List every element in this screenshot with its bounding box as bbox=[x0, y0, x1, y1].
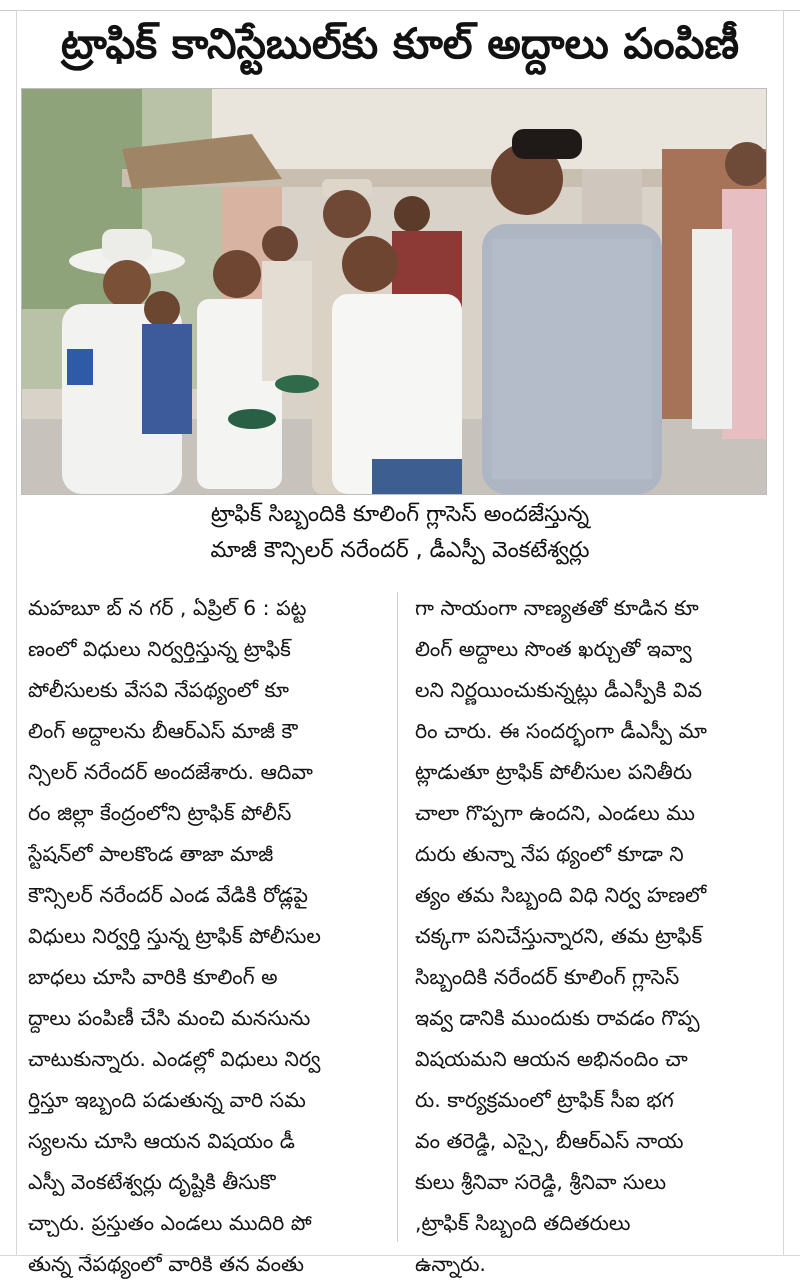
text-line: తున్న నేపథ్యంలో వారికి తన వంతు bbox=[28, 1252, 305, 1276]
text-line: సిబ్బందికి నరేందర్ కూలింగ్ గ్లాసెస్ bbox=[415, 965, 680, 989]
text-line: రు. కార్యక్రమంలో ట్రాఫిక్ సీఐ భగ bbox=[415, 1088, 674, 1112]
text-line: చాలా గొప్పగా ఉందని, ఎండలు ము bbox=[415, 801, 696, 825]
text-line: లింగ్ అద్దాలు సొంత ఖర్చుతో ఇవ్వా bbox=[415, 637, 692, 661]
text-line: స్యలను చూసి ఆయన విషయం డీ bbox=[28, 1129, 295, 1153]
text-line: స్టేషన్‌లో పాలకొండ తాజా మాజీ bbox=[28, 842, 274, 866]
text-line: ఎస్పీ వెంకటేశ్వర్లు దృష్టికి తీసుకొ bbox=[28, 1170, 276, 1194]
caption-line-1: ట్రాఫిక్ సిబ్బందికి కూలింగ్ గ్లాసెస్ అందజేస్తున్న bbox=[210, 502, 590, 527]
text-line: త్యం తమ సిబ్బంది విధి నిర్వ హణలో bbox=[415, 883, 707, 907]
text-line: ట్లాడుతూ ట్రాఫిక్ పోలీసుల పనితీరు bbox=[415, 760, 693, 784]
text-line: చక్కగా పనిచేస్తున్నారని, తమ ట్రాఫిక్ bbox=[415, 924, 703, 948]
text-line: రం జిల్లా కేంద్రంలోని ట్రాఫిక్ పోలీస్ bbox=[28, 801, 292, 825]
text-line: లని నిర్ణయించుకున్నట్లు డీఎస్పీకి వివ bbox=[415, 678, 703, 702]
text-line: ఇవ్వ డానికి ముందుకు రావడం గొప్ప bbox=[415, 1006, 700, 1030]
text-line: కౌన్సిలర్ నరేందర్ ఎండ వేడికి రోడ్లపై bbox=[28, 883, 308, 907]
photo-caption bbox=[20, 497, 780, 577]
text-line: పోలీసులకు వేసవి నేపథ్యంలో కూ bbox=[28, 678, 289, 702]
right-margin-rule bbox=[783, 10, 784, 1255]
page-bottom-edge bbox=[0, 1255, 800, 1266]
text-line: విషయమని ఆయన అభినందిం చా bbox=[415, 1047, 688, 1071]
text-line: ణంలో విధులు నిర్వర్తిస్తున్న ట్రాఫిక్ bbox=[28, 637, 291, 661]
text-line: మహబూ బ్ న గర్ , ఏప్రిల్ 6 : పట్ట bbox=[28, 596, 307, 620]
text-line: ద్దాలు పంపిణీ చేసి మంచి మనసును bbox=[28, 1006, 311, 1030]
text-line: కులు శ్రీనివా సరెడ్డి, శ్రీనివా సులు bbox=[415, 1170, 667, 1194]
text-line: బాధలు చూసి వారికి కూలింగ్ అ bbox=[28, 965, 278, 989]
text-line: ఉన్నారు. bbox=[415, 1252, 486, 1276]
text-line: న్సిలర్ నరేందర్ అందజేశారు. ఆదివా bbox=[28, 760, 313, 784]
text-line: గా సాయంగా నాణ్యతతో కూడిన కూ bbox=[415, 596, 699, 620]
text-line: దురు తున్నా నేప థ్యంలో కూడా ని bbox=[415, 842, 684, 866]
text-line: చాటుకున్నారు. ఎండల్లో విధులు నిర్వ bbox=[28, 1047, 321, 1071]
text-line: ర్తిస్తూ ఇబ్బంది పడుతున్న వారి సమ bbox=[28, 1088, 306, 1112]
text-line: లింగ్ అద్దాలను బీఆర్ఎస్ మాజీ కౌ bbox=[28, 719, 298, 743]
caption-line-2: మాజీ కౌన్సిలర్ నరేందర్ , డీఎస్పీ వెంకటేశ్వర్లు bbox=[210, 538, 590, 563]
column-divider bbox=[397, 592, 398, 1242]
article-column-left bbox=[28, 588, 390, 1276]
left-margin-rule bbox=[16, 10, 17, 1255]
text-line: విధులు నిర్వర్తి స్తున్న ట్రాఫిక్ పోలీసుల bbox=[28, 924, 321, 948]
text-line: చ్చారు. ప్రస్తుతం ఎండలు ముదిరి పో bbox=[28, 1211, 312, 1235]
text-line: ,ట్రాఫిక్ సిబ్బంది తదితరులు bbox=[415, 1211, 631, 1235]
text-line: రిం చారు. ఈ సందర్భంగా డీఎస్పీ మా bbox=[415, 719, 707, 743]
news-photo bbox=[21, 88, 767, 495]
article-column-right bbox=[415, 588, 777, 1276]
headline: ట్రాఫిక్ కానిస్టేబుల్‌కు కూల్ అద్దాలు పంపిణీ bbox=[60, 19, 740, 68]
page-top-edge bbox=[0, 0, 800, 11]
text-line: వం తరెడ్డి, ఎస్సై, బీఆర్ఎస్ నాయ bbox=[415, 1129, 684, 1153]
